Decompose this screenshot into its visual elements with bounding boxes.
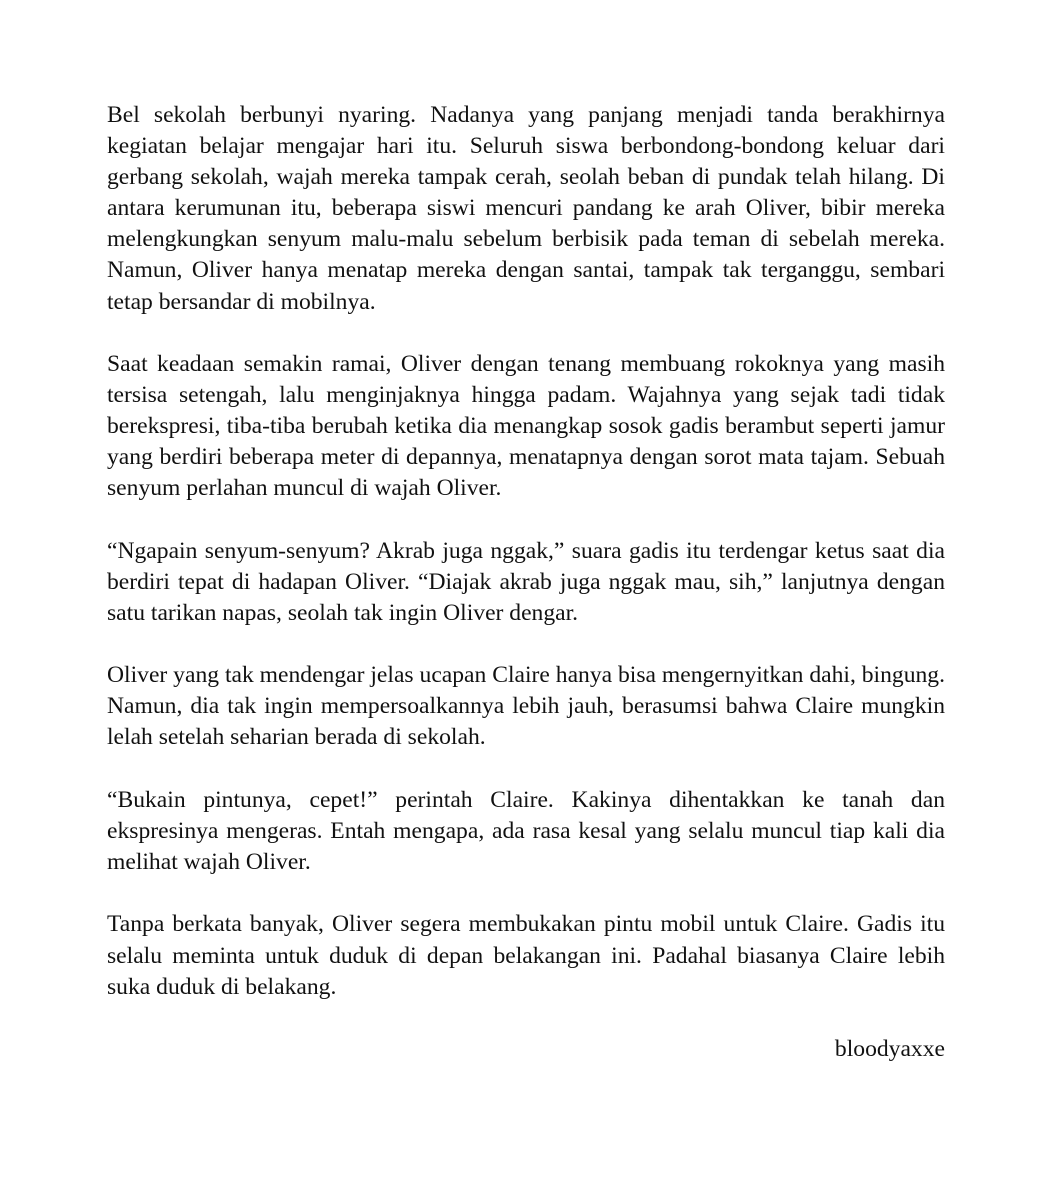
paragraph-1: Bel sekolah berbunyi nyaring. Nadanya yang panjang menjadi tanda berakhirnya kegiatan belajar mengajar hari itu. Seluruh siswa berbondong-bondong keluar dari gerbang sekolah, wajah mereka tampak cerah, seolah beban di pundak telah hilang. Di antara kerumunan itu, beberapa siswi mencuri pandang ke arah Oliver, bibir mereka melengkungkan senyum malu-malu sebelum berbisik pada teman di sebelah mereka. Namun, Oliver hanya menatap mereka dengan santai, tampak tak terganggu, sembari tetap bersandar di mobilnya. [107, 102, 945, 315]
paragraph-3: “Ngapain senyum-senyum? Akrab juga nggak,” suara gadis itu terdengar ketus saat dia berdiri tepat di hadapan Oliver. “Diajak akrab juga nggak mau, sih,” lanjutnya dengan satu tarikan napas, seolah tak ingin Oliver dengar. [107, 537, 945, 626]
paragraph-4: Oliver yang tak mendengar jelas ucapan Claire hanya bisa mengernyitkan dahi, bingung. Namun, dia tak ingin mempersoalkannya lebih jauh, berasumsi bahwa Claire mungkin lelah setelah seharian berada di sekolah. [107, 662, 945, 751]
paragraph-5: “Bukain pintunya, cepet!” perintah Claire. Kakinya dihentakkan ke tanah dan ekspresinya mengeras. Entah mengapa, ada rasa kesal yang selalu muncul tiap kali dia melihat wajah Oliver. [107, 786, 945, 876]
paragraph-6: Tanpa berkata banyak, Oliver segera membukakan pintu mobil untuk Claire. Gadis itu selalu meminta untuk duduk di depan belakangan ini. Padahal biasanya Claire lebih suka duduk di belakang. [107, 911, 945, 1000]
author-signature: bloodyaxxe [834, 1036, 945, 1063]
paragraph-2: Saat keadaan semakin ramai, Oliver dengan tenang membuang rokoknya yang masih tersisa setengah, lalu menginjaknya hingga padam. Wajahnya yang sejak tadi tidak berekspresi, tiba-tiba berubah ketika dia menangkap sosok gadis berambut seperti jamur yang berdiri beberapa meter di depannya, menatapnya dengan sorot mata tajam. Sebuah senyum perlahan muncul di wajah Oliver. [107, 350, 945, 502]
document-page [107, 100, 945, 1065]
